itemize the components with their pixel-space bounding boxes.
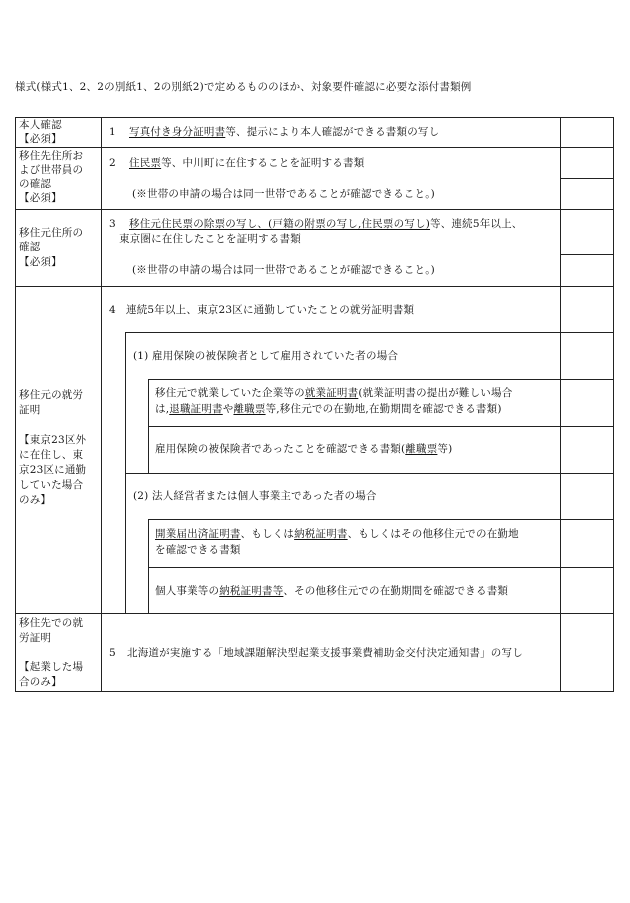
row4-label-line7: のみ】 [19,494,52,506]
required-tag: 【必須】 [19,256,62,268]
row3-label-line2: 確認 [19,241,41,253]
row5-label-line4: 合のみ】 [19,676,62,688]
row3-text: 移住元住民票の除票の写し、(戸籍の附票の写し,住民票の写し)等、連続5年以上、 [129,218,523,230]
sub2-item-b: 個人事業等の納税証明書等、その他移住元での在勤期間を確認できる書類 [155,585,509,597]
check-cell-4-1a[interactable] [561,380,614,426]
row2-number: 2 [109,157,116,169]
check-cell-1[interactable] [561,118,614,147]
check-cell-4-1b[interactable] [561,427,614,473]
page-header: 様式(様式1、2、2の別紙1、2の別紙2)で定めるもののほか、対象要件確認に必要な添付書類例 [15,81,472,93]
check-cell-4-2b[interactable] [561,568,614,613]
row3-text-line2: 東京圏に在住したことを証明する書類 [119,233,301,245]
row5-label-line1: 移住先での就 [19,617,84,629]
check-cell-4-sub2[interactable] [561,474,614,519]
row3-number: 3 [109,218,116,230]
row5-label-line3: 【起業した場 [19,661,84,673]
row1-number: 1 [109,126,116,138]
row1-text: 写真付き身分証明書等、提示により本人確認ができる書類の写し [129,126,440,138]
required-tag: 【必須】 [19,133,62,145]
row4-number: 4 [109,304,116,316]
sub1-item-a-line2: は,退職証明書や離職票等,移住元での在勤地,在勤期間を確認できる書類) [155,403,502,415]
row2-label-line2: よび世帯員の [19,164,84,176]
sub2-item-a-line1: 開業届出済証明書、もしくは納税証明書、もしくはその他移住元での在勤地 [155,528,519,540]
row4-label-line5: 京23区に通勤 [19,464,87,476]
doc-id-card: 写真付き身分証明書 [129,126,226,138]
row3-note: (※世帯の申請の場合は同一世帯であることが確認できること。) [132,264,435,276]
subsection-1-title: (1) 雇用保険の被保険者として雇用されていた者の場合 [133,350,399,362]
row2-text: 住民票等、中川町に在住することを証明する書類 [129,157,365,169]
check-cell-4-2a[interactable] [561,520,614,567]
sub2-item-a-line2: を確認できる書類 [155,544,241,556]
check-cell-2a[interactable] [561,148,614,178]
row1-label: 本人確認 [19,119,62,131]
doc-residence-cert: 住民票 [129,157,162,169]
required-tag: 【必須】 [19,192,62,204]
row2-label-line1: 移住先住所お [19,150,84,162]
row4-label-line3: 【東京23区外 [19,434,87,446]
check-cell-5[interactable] [561,614,614,692]
sub1-item-a-line1: 移住元で就業していた企業等の就業証明書(就業証明書の提出が難しい場合 [155,387,513,399]
row5-label-line2: 労証明 [19,632,52,644]
row2-note: (※世帯の申請の場合は同一世帯であることが確認できること。) [132,188,435,200]
row2-label-line3: の確認 [19,178,52,190]
row3-label-line1: 移住元住所の [19,227,84,239]
check-cell-4-sub1[interactable] [561,333,614,379]
doc-former-residence: 移住元住民票の除票の写し、(戸籍の附票の写し,住民票の写し) [129,218,431,230]
check-cell-4-header[interactable] [561,287,614,332]
row4-label-line2: 証明 [19,404,41,416]
subsection-2-title: (2) 法人経営者または個人事業主であった者の場合 [133,490,377,502]
row5-number: 5 [109,647,116,659]
check-cell-3a[interactable] [561,210,614,254]
check-cell-2b[interactable] [561,179,614,209]
row4-label-line6: していた場合 [19,479,84,491]
row4-label-line1: 移住元の就労 [19,389,84,401]
check-cell-3b[interactable] [561,255,614,286]
row4-label-line4: に在住し、東 [19,449,84,461]
row4-title: 連続5年以上、東京23区に通勤していたことの就労証明書類 [126,304,415,316]
row5-text: 北海道が実施する「地域課題解決型起業支援事業費補助金交付決定通知書」の写し [127,647,523,659]
sub1-item-b: 雇用保険の被保険者であったことを確認できる書類(離職票等) [155,443,453,455]
